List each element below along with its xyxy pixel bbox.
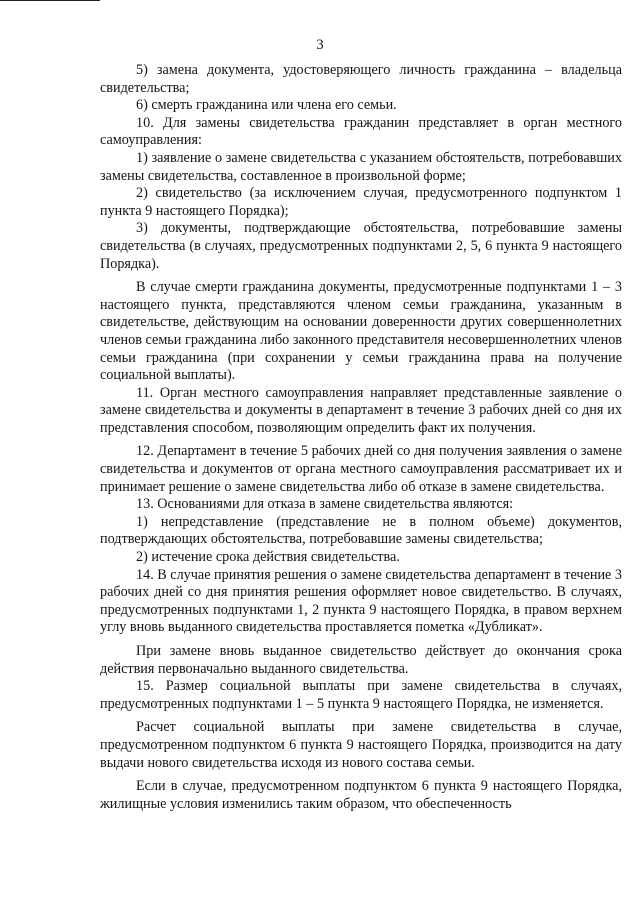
paragraph-clause-10-item-2: 2) свидетельство (за исключением случая, предусмотренного подпунктом 1 пункта 9 настоящего Порядка); bbox=[100, 185, 622, 219]
paragraph-clause-12: 12. Департамент в течение 5 рабочих дней со дня получения заявления о замене свидетельства и документов от органа местного самоуправления рассматривает их и принимает решение о замене свидетельства либо об отказе в замене свидетельства. bbox=[100, 443, 622, 495]
paragraph-payment-calculation: Расчет социальной выплаты при замене свидетельства в случае, предусмотренном подпунктом 6 пункта 9 настоящего Порядка, производится на дату выдачи нового свидетельства исходя из нового состава семьи. bbox=[100, 719, 622, 771]
paragraph-item-5: 5) замена документа, удостоверяющего личность гражданина – владельца свидетельства; bbox=[100, 62, 622, 96]
page-number: 3 bbox=[316, 37, 324, 53]
paragraph-replacement-validity: При замене вновь выданное свидетельство действует до окончания срока действия первоначально выданного свидетельства. bbox=[100, 643, 622, 677]
paragraph-clause-10-item-1: 1) заявление о замене свидетельства с указанием обстоятельств, потребовавших замены свидетельства, составленное в произвольной форме; bbox=[100, 149, 622, 184]
paragraph-clause-14: 14. В случае принятия решения о замене свидетельства департамент в течение 3 рабочих дней со дня принятия решения оформляет новое свидетельство. В случаях, предусмотренных подпунктами 1, 2 пункта 9 настоящего Порядка, в правом верхнем углу вновь выданного свидетельства проставляется пометка «Дубликат». bbox=[100, 566, 622, 636]
paragraph-clause-13-item-1: 1) непредставление (представление не в полном объеме) документов, подтверждающих обстоятельства, потребовавшие замены свидетельства; bbox=[100, 513, 622, 548]
paragraph-clause-15: 15. Размер социальной выплаты при замене свидетельства в случаях, предусмотренных подпунктами 1 – 5 пункта 9 настоящего Порядка, не изменяется. bbox=[100, 678, 622, 712]
paragraph-clause-10: 10. Для замены свидетельства гражданин представляет в орган местного самоуправления: bbox=[100, 114, 622, 149]
paragraph-housing-conditions: Если в случае, предусмотренном подпунктом 6 пункта 9 настоящего Порядка, жилищные условия изменились таким образом, что обеспеченность bbox=[100, 778, 622, 812]
top-rule bbox=[0, 0, 100, 1]
paragraph-clause-13-item-2: 2) истечение срока действия свидетельства. bbox=[136, 549, 400, 566]
document-body bbox=[100, 62, 622, 813]
paragraph-clause-11: 11. Орган местного самоуправления направляет представленные заявление о замене свидетельства и документы в департамент в течение 3 рабочих дней со дня их представления способом, позволяющим определить факт их получения. bbox=[100, 384, 622, 436]
paragraph-clause-10-item-3: 3) документы, подтверждающие обстоятельства, потребовавшие замены свидетельства (в случаях, предусмотренных подпунктами 2, 5, 6 пункта 9 настоящего Порядка). bbox=[100, 220, 622, 272]
paragraph-death-case: В случае смерти гражданина документы, предусмотренные подпунктами 1 – 3 настоящего пункта, представляются членом семьи гражданина, указанным в свидетельстве, действующим на основании доверенности других совершеннолетних членов семьи гражданина либо законного представителя несовершеннолетних членов семьи гражданина (при сохранении у семьи гражданина права на получение социальной выплаты). bbox=[100, 279, 622, 384]
paragraph-clause-13: 13. Основаниями для отказа в замене свидетельства являются: bbox=[136, 496, 514, 513]
paragraph-item-6: 6) смерть гражданина или члена его семьи. bbox=[136, 97, 397, 114]
